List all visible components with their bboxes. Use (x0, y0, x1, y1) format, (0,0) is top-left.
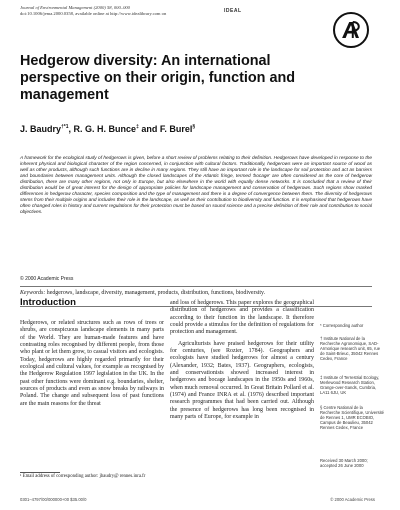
footnote: ¹ Email address of corresponding author: jbaudry@ rennes.inra.fr (20, 474, 146, 479)
publisher-logo-icon (333, 12, 369, 48)
keywords-label: Keywords: (20, 290, 46, 296)
author-marks: †*1 (61, 124, 69, 130)
author-separator: and (138, 124, 160, 134)
article-title: Hedgerow diversity: An international perspective on their origin, function and management (20, 53, 296, 103)
section-heading: Introduction (20, 297, 76, 308)
body-paragraph: Hedgerows, or related structures such as rows of trees or shrubs, are conspicuous landscape elements in many parts of the World. They are human-made features and have contrasting roles recognised by different people, from those who plant or let them grow, to casual visitors and ecologists. Today, hedgerows are highly regarded primarily for their ecological and cultural values, for example as recognised by the Hedgerow Regulation 1997 legislation in the UK. In the past other functions were dominant e.g. boundaries, shelter, sources of products and even as snow breaks by railways in Poland. The change and subsequent loss of past functions are the main reasons for the threat (20, 320, 164, 407)
author-name: R. G. H. Bunce (73, 124, 137, 134)
author-name: F. Burel (159, 124, 193, 134)
keywords-text: hedgerows, landscape, diversity, management, products, distribution, functions, biodiversity. (46, 290, 266, 296)
author-name: J. Baudry (20, 124, 62, 134)
publisher-copyright: © 2000 Academic Press (330, 497, 375, 502)
journal-volume: (2000) 58, 000–000 (93, 5, 130, 10)
issn-line: 0301–4797/00/000000+00 $35.00/0 (20, 497, 87, 502)
body-paragraph: and loss of hedgerows. This paper explores the geographical distribution of hedgerows and provides a classification according to their function in the landscape. It therefore could provide a stimulus for the definition of regulations for protection and management. (170, 300, 314, 336)
author-list (20, 124, 195, 134)
received-dates: Received 30 March 2000; accepted 26 June 2000 (320, 458, 368, 469)
ideal-logo: IDEAL (224, 8, 242, 14)
body-paragraph: Agriculturists have praised hedgerows for their utility for centuries, (see Rozier, 1784). Geographers and ecologists have studied hedgerows for almost a century (Alexander, 1932; Bates, 1937). Geographers, ecologists, and conservationists showed increased interest in hedgerows and bocage landscapes in the 1950s and 1960s, when much removal occurred. In Great Britain Pollard et al. (1974) and France INRA et al. (1976) described important research programmes that had been carried out. Although the presence of hedgerows has long been recognised in many parts of Europe, for example in (170, 340, 314, 421)
abstract: A framework for the ecological study of hedgerows is given, before a short review of problems relating to their definition. Hedgerows have developed in response to the inherent physical and biological character of the region concerned, in conjunction with cultural factors. Traditionally, hedgerows were an important source of wood as well as other products, although such functions are in decline in many regions. They still have an important role in the landscape for soil protection and act as barriers and boundaries between management units. Although the closed landscapes of the Atlantic fringe, termed 'bocage' are often considered as the core of hedgerow distribution, there are many other regions, not only in Europe, but also elsewhere in the world with equally dense networks. It is concluded that a review of their distribution would be of great interest for the design of appropriate policies for landscape management and conservation of hedgerows. Such regions show marked differences in hedgerow character, species composition and the type of management and there is a degree of convergence between them. The diversity of hedgerows stems from their multiple origins and includes their role in the landscape, as well as their contribution to biodiversity and function. It is emphasised that hedgerows have often changed roles in history and current regulations for their protection must be based on sound science and a precise definition of their role and contribution to social objectives. (20, 156, 372, 216)
author-marks: ‡ (136, 124, 139, 130)
running-header (20, 5, 166, 17)
body-column-right (170, 300, 314, 422)
affiliation-2: ‡ Institute of Terrestrial Ecology, Merlewood Research Station, Grange-over-Sands, Cumbria, LA11 6JU, UK (320, 375, 380, 396)
footnote-rule (20, 472, 60, 473)
affiliation-1: † Institute National de la Recherche Agronomique, SAD-Armorique research unit, 65, rue de Saint-Brieuc, 35042 Rennes Cedex, France (320, 336, 381, 362)
author-marks: § (192, 124, 196, 130)
affiliation-3: § Centre National de la Recherche Scientifique, Université de Rennes 1, UMR ECOBIO, Campus de Beaulieu, 35042 Rennes Cedex, France (320, 405, 385, 431)
corresponding-author-note: * Corresponding author (320, 323, 364, 328)
rule-top (20, 286, 372, 287)
body-column-left (20, 320, 164, 408)
doi-line: doi:10.1006/jema.2000.0358, available online at http://www.idealibrary.com on (20, 11, 167, 16)
abstract-copyright: © 2000 Academic Press (20, 276, 74, 282)
author-separator: , (68, 124, 74, 134)
journal-name: Journal of Environmental Management (20, 5, 93, 10)
